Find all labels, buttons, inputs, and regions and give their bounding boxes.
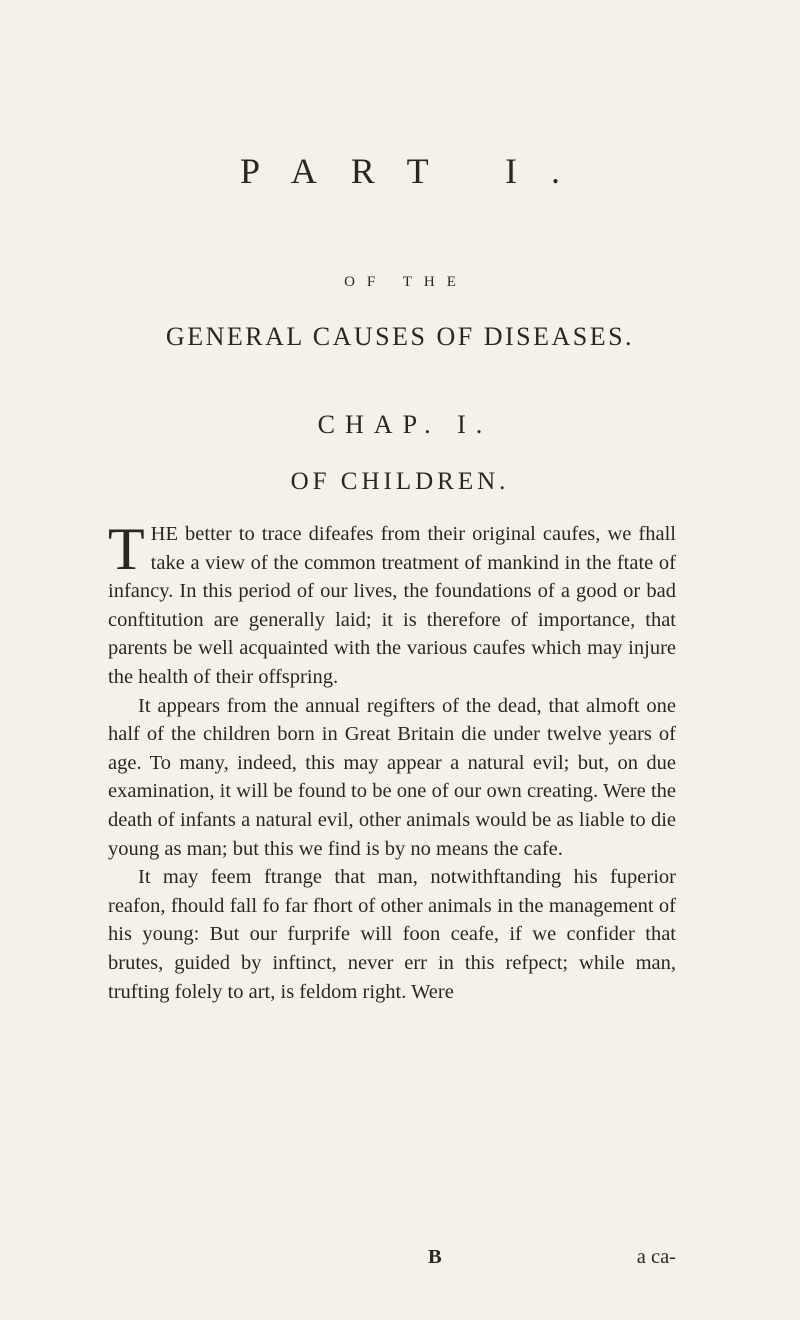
chapter-title: OF CHILDREN. — [290, 468, 510, 495]
signature-mark: B — [428, 1246, 442, 1268]
chapter-heading: CHAP. I. — [317, 410, 493, 439]
body-text — [108, 516, 676, 1006]
page-footer — [108, 1246, 676, 1274]
paragraph-1 — [108, 516, 676, 692]
paragraph-3: It may feem ftrange that man, notwithftanding his fuperior reafon, fhould fall fo far fhort of other animals in the management of his young: But our furprife will foon ceafe, if we confider that brutes, guided by inftinct, never err in this refpect; while man, trufting folely to art, is feldom right. Were — [108, 866, 676, 1003]
catchword: a ca- — [636, 1246, 676, 1268]
drop-cap: T — [108, 516, 145, 582]
part-heading: PART I. — [240, 151, 594, 191]
paragraph-2: It appears from the annual regifters of the dead, that almoft one half of the children born in Great Britain die under twelve years of age. To many, indeed, this may appear a natural evil; but, on due examination, it will be found to be one of our own creating. Were the death of infants a natural evil, other animals would be as liable to die young as man; but this we find is by no means the cafe. — [108, 694, 676, 860]
of-the-line: OF THE — [344, 274, 468, 290]
paragraph-1-text: HE better to trace difeafes from their original caufes, we fhall take a view of the common treatment of mankind in the ftate of infancy. In this period of our lives, the foundations of a good or bad conftitution are generally laid; it is therefore of importance, that parents be well acquainted with the various caufes which may injure the health of their offspring. — [108, 523, 676, 688]
main-title: GENERAL CAUSES OF DISEASES. — [165, 322, 635, 351]
